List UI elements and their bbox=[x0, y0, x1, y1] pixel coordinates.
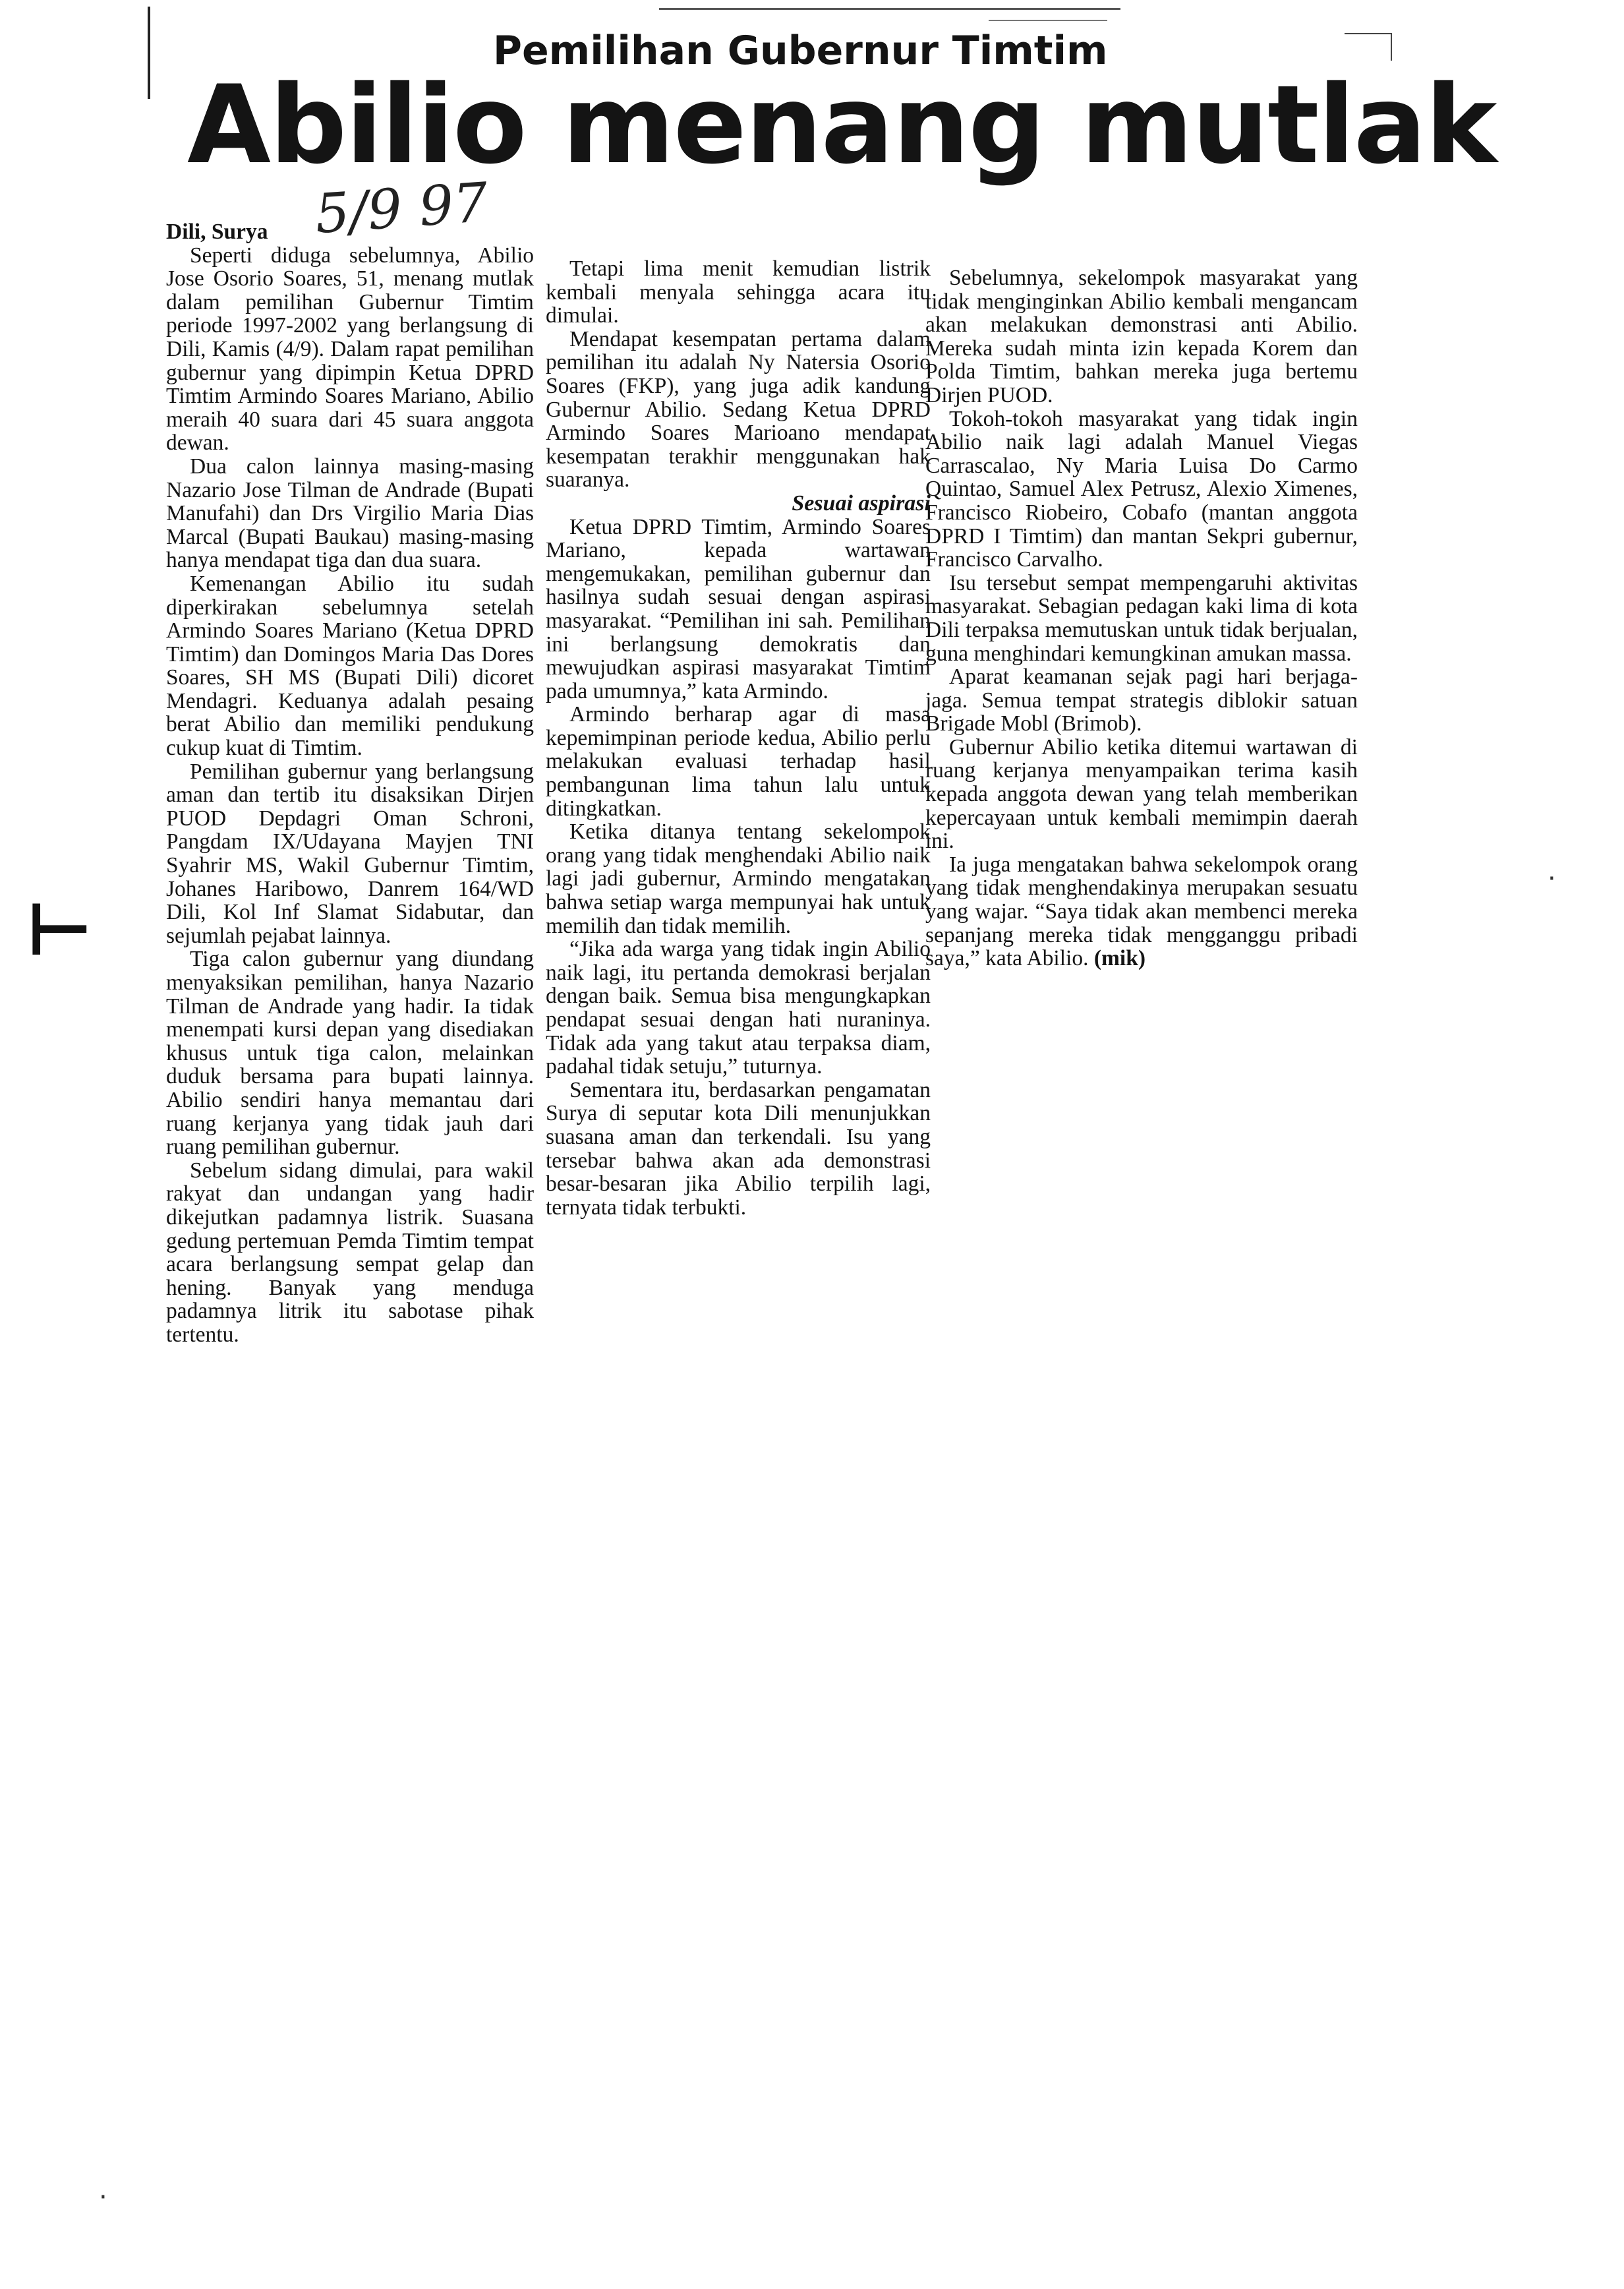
article-column-1 bbox=[166, 220, 534, 1347]
dateline bbox=[166, 220, 534, 244]
paragraph: Tiga calon gubernur yang diundang menyaksikan pemilihan, hanya Nazario Tilman de Andrade yang hadir. Ia tidak menempati kursi depan yang disediakan khusus untuk tiga calon, melainkan duduk bersama para bupati lainnya. Abilio sendiri hanya memantau dari ruang kerjanya yang tidak jauh dari ruang pemilihan gubernur. bbox=[166, 947, 534, 1160]
paragraph: Tetapi lima menit kemudian listrik kembali menyala sehingga acara itu dimulai. bbox=[546, 256, 931, 328]
paragraph: Gubernur Abilio ketika ditemui wartawan di ruang kerjanya menyampaikan terima kasih kepada anggota dewan yang telah memberikan kepercayaan untuk kembali memimpin daerah ini. bbox=[925, 734, 1358, 854]
section-subhead: Sesuai aspirasi bbox=[792, 490, 931, 516]
scan-edge-line-top bbox=[659, 8, 1120, 10]
scan-edge-line bbox=[148, 7, 150, 99]
paragraph: Sebelum sidang dimulai, para wakil rakyat dan undangan yang hadir dikejutkan padamnya listrik. Suasana gedung pertemuan Pemda Timtim tempat acara berlangsung sempat gelap dan hening. Banyak yang menduga padamnya litrik itu sabotase pihak tertentu. bbox=[166, 1158, 534, 1347]
article-kicker: Pemilihan Gubernur Timtim bbox=[493, 28, 1108, 74]
dateline-text: Dili, Surya bbox=[166, 220, 268, 244]
article-headline: Abilio menang mutlak bbox=[187, 62, 1496, 188]
author-signoff: (mik) bbox=[1093, 946, 1146, 971]
paragraph-text: Ia juga mengatakan bahwa sekelompok orang yang tidak menghendakinya merupakan sesuatu yang wajar. “Saya tidak akan membenci mereka sepanjang mereka tidak mengganggu pribadi saya,” kata Abilio. bbox=[925, 852, 1358, 971]
paragraph: Tokoh-tokoh masyarakat yang tidak ingin Abilio naik lagi adalah Manuel Viegas Carrascalao, Ny Maria Luisa Do Carmo Quintao, Samuel Alex Petrusz, Alexio Ximenes, Francisco Riobeiro, Cobafo (mantan anggota DPRD I Timtim) dan mantan Sekpri gubernur, Francisco Carvalho. bbox=[925, 406, 1358, 572]
paragraph: Sebelumnya, sekelompok masyarakat yang tidak menginginkan Abilio kembali mengancam akan melakukan demonstrasi anti Abilio. Mereka sudah minta izin kepada Korem dan Polda Timtim, bahkan mereka juga bertemu Dirjen PUOD. bbox=[925, 266, 1358, 407]
paragraph: Ketika ditanya tentang sekelompok orang yang tidak menghendaki Abilio naik lagi jadi gubernur, Armindo mengatakan bahwa setiap warga mempunyai hak untuk memilih dan tidak memilih. bbox=[546, 819, 931, 938]
article-column-2 bbox=[546, 257, 931, 1219]
paragraph: Ketua DPRD Timtim, Armindo Soares Mariano, kepada wartawan mengemukakan, pemilihan gubernur dan hasilnya sudah sesuai dengan aspirasi masyarakat. “Pemilihan ini sah. Pemilihan ini berlangsung demokratis dan mewujudkan aspirasi masyarakat Timtim pada umumnya,” kata Armindo. bbox=[546, 514, 931, 703]
paragraph: Isu tersebut sempat mempengaruhi aktivitas masyarakat. Sebagian pedagan kaki lima di kota Dili terpaksa memutuskan untuk tidak berjualan, guna menghindari kemungkinan amukan massa. bbox=[925, 570, 1358, 666]
stray-speck: · bbox=[99, 2182, 107, 2213]
handwritten-date: 5/9 97 bbox=[312, 171, 490, 247]
paragraph: Armindo berharap agar di masa kepemimpinan periode kedua, Abilio perlu melakukan evaluasi terhadap hasil pembangunan lima tahun lalu untuk ditingkatkan. bbox=[546, 702, 931, 821]
margin-bracket-mark: ⊢ bbox=[26, 887, 93, 972]
paragraph: “Jika ada warga yang tidak ingin Abilio naik lagi, itu pertanda demokrasi berjalan dengan baik. Semua bisa mengungkapkan pendapat sesuai dengan hati nuraninya. Tidak ada yang takut atau terpaksa diam, padahal tidak setuju,” tuturnya. bbox=[546, 937, 931, 1079]
paragraph: Pemilihan gubernur yang berlangsung aman dan tertib itu disaksikan Dirjen PUOD Depdagri Oman Schroni, Pangdam IX/Udayana Mayjen TNI Syahrir MS, Wakil Gubernur Timtim, Johanes Haribowo, Danrem 164/WD Dili, Kol Inf Slamat Sidabutar, dan sejumlah pejabat lainnya. bbox=[166, 759, 534, 948]
article-column-3 bbox=[925, 266, 1358, 970]
paragraph bbox=[925, 853, 1358, 970]
paragraph: Dua calon lainnya masing-masing Nazario Jose Tilman de Andrade (Bupati Manufahi) dan Drs Virgilio Maria Dias Marcal (Bupati Baukau) masing-masing hanya mendapat tiga dan dua suara. bbox=[166, 454, 534, 573]
paragraph: Mendapat kesempatan pertama dalam pemilihan itu adalah Ny Natersia Osorio Soares (FKP), yang juga adik kandung Gubernur Abilio. Sedang Ketua DPRD Armindo Soares Marioano mendapat kesempatan terakhir menggunakan hak suaranya. bbox=[546, 326, 931, 492]
paragraph: Kemenangan Abilio itu sudah diperkirakan sebelumnya setelah Armindo Soares Mariano (Ketua DPRD Timtim) dan Domingos Maria Das Dores Soares, SH MS (Bupati Dili) dicoret Mendagri. Keduanya adalah pesaing berat Abilio dan memiliki pendukung cukup kuat di Timtim. bbox=[166, 571, 534, 761]
stray-speck: · bbox=[1548, 864, 1556, 894]
paragraph: Aparat keamanan sejak pagi hari berjaga-jaga. Semua tempat strategis diblokir satuan Brigade Mobl (Brimob). bbox=[925, 665, 1358, 736]
scan-edge-line-top-short bbox=[989, 20, 1107, 21]
scan-corner-mark bbox=[1345, 33, 1392, 61]
paragraph: Seperti diduga sebelumnya, Abilio Jose Osorio Soares, 51, menang mutlak dalam pemilihan Gubernur Timtim periode 1997-2002 yang berlangsung di Dili, Kamis (4/9). Dalam rapat pemilihan gubernur yang dipimpin Ketua DPRD Timtim Armindo Soares Mariano, Abilio meraih 40 suara dari 45 suara anggota dewan. bbox=[166, 243, 534, 456]
paragraph: Sementara itu, berdasarkan pengamatan Surya di seputar kota Dili menunjukkan suasana aman dan terkendali. Isu yang tersebar bahwa akan ada demonstrasi besar-besaran jika Abilio terpilih lagi, ternyata tidak terbukti. bbox=[546, 1077, 931, 1220]
